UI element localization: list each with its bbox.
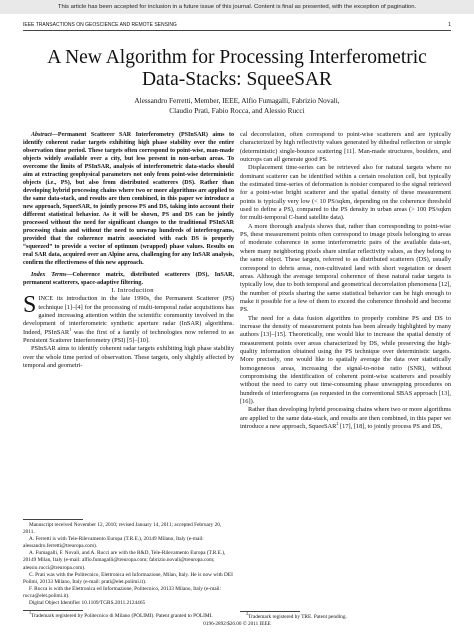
journal-name: IEEE TRANSACTIONS ON GEOSCIENCE AND REMOTE SENSING [23, 22, 177, 28]
author-list [30, 96, 444, 116]
right-paragraph-5 [240, 406, 451, 431]
right-footnote-rule [240, 611, 300, 612]
right-footnote [240, 611, 451, 621]
right-paragraph-4: The need for a data fusion algorithm to properly combine PS and DS to increase the density of measurement points has been already highlighted by many authors [13]–[15]. Theoretically, one would like to increase the spatial density of measurement points over areas characterized by DS, while preserving the high-quality information obtained using the PS technique over deterministic targets. More precisely, one would like to spatially average the data over statistically homogeneous areas, increasing the signal-to-noise ratio (SNR), without compromising the identification of coherent point-wise scatterers and possibly without the need to carry out time-consuming phase unwrapping procedures on hundreds of interferograms (as requested in the conventional SBAS approach [13], [16]). [240, 314, 451, 405]
footnote-tre-authors: A. Fumagalli, F. Novali, and A. Rucci are with the R&D, Tele-Rilevamento Europa (T.R.E.), 20149 Milan, Italy (e-mail: alfio.fumagalli@treuropa.com; fabrizio.novali@treuropa.com; alessio.rucci@treuropa.com). [23, 550, 226, 571]
right-p5-text-b: [17], [18], to jointly process PS and DS, [338, 423, 442, 431]
right-paragraph-3: A more thorough analysis shows that, rather than corresponding to point-wise PS, these measurement points often correspond to image pixels belonging to areas of moderate coherence in some interferometric pairs of the available data-set, where many neighboring pixels share similar reflectivity values, as they belong to the same object. These targets, referred to as distributed scatterers (DS), usually correspond to debris areas, non-cultivated land with short vegetation or desert areas. Although the average temporal coherence of these natural radar targets is typically low, due to both temporal and geometrical decorrelation phenomena [12], the number of pixels sharing the same statistical behavior can be high enough to make it possible for a few of them to exceed the coherence threshold and become PS. [240, 222, 451, 314]
footnote-manuscript: Manuscript received November 12, 2010; revised January 14, 2011; accepted February 20, 2011. [23, 522, 222, 536]
right-paragraph-2: Displacement time-series can be retrieved also for natural targets where no dominant scatterer can be identified within a certain resolution cell, but typically the estimated time-series of deformation is noisier compared to the signal retrieved for a point-wise bright scatterer and the spatial density of these measurement points is typically very low (< 10 PS/sqkm, depending on the coherence threshold used to define a PS), compared to the PS density in urban areas (> 100 PS/sqkm for multi-temporal C-band satellite data). [240, 164, 451, 222]
left-footnotes [23, 519, 234, 620]
footnote-trademark-right-marker: 2 [246, 611, 249, 617]
index-terms-lead: Index Terms [31, 272, 67, 278]
right-column [240, 131, 451, 620]
intro-paragraph-2: PSInSAR aims to identify coherent radar targets exhibiting high phase stability over the whole time period of observation. These targets, only slightly affected by temporal and geometri- [23, 345, 234, 370]
drop-cap: S [23, 292, 37, 319]
title-line-2: Data-Stacks: SqueeSAR [141, 69, 333, 90]
paper-title [20, 47, 454, 91]
footnote-rocca: F. Rocca is with the Elettronica ed Informazione, Politecnico, 20133 Milano, Italy (e-mail: rocca@elet.polimi.it). [23, 585, 221, 599]
running-head [23, 21, 451, 31]
footnote-trademark-left-marker: 1 [29, 610, 32, 616]
footnote-trademark-left-text: Trademark registered by Politecnico di Milano (POLIMI). Patent granted to POLIMI. [31, 613, 213, 620]
authors-line-1: Alessandro Ferretti, Member, IEEE, Alfio Fumagalli, Fabrizio Novali, [134, 96, 340, 105]
section-heading-introduction: I. Introduction [111, 287, 154, 294]
footnote-prati: C. Prati was with the Politecnico, Elettronica ed Informazione, Milan, Italy. He is now with DEI Polimi, 20133 Milano, Italy (e-mail: prati@elet.polimi.it). [23, 571, 233, 585]
footnote-trademark-right-text: Trademark registered by TRE. Patent pending. [248, 614, 347, 620]
abstract [23, 131, 234, 267]
right-p5-text-a: Rather than developing hybrid processing chains where two or more algorithms are applied to the same data-stack, and results are then combined, in this paper we introduce a new approach, SqueeSAR [240, 406, 451, 431]
footnote-rule [23, 519, 83, 520]
abstract-text: —Permanent Scatterer SAR Interferometry (PSInSAR) aims to identify coherent radar targets exhibiting high phase stability over the entire observation time period. These targets often correspond to point-wise, man-made objects widely available over a city, but less present in non-urban areas. To overcome the limits of PSInSAR, analysis of interferometric data-stacks should aim at extracting geophysical parameters not only from point-wise deterministic objects (i.e., PS), but also from distributed scatterers (DS). Rather than developing hybrid processing chains where two or more algorithms are applied to the same data-stack, and results are then combined, in this paper we introduce a new approach, SqueeSAR, to jointly process PS and DS, taking into account their different statistical behavior. As it will be shown, PS and DS can be jointly processed without the need for significant changes to the traditional PSInSAR processing chain and without the need to unwrap hundreds of interferograms, provided that the coherence matrix associated with each DS is properly “squeezed” to provide a vector of optimum (wrapped) phase values. Results on real SAR data, acquired over an Alpine area, challenging for any InSAR analysis, confirm the effectiveness of this new approach. [23, 132, 234, 266]
footnote-rule-2 [23, 610, 83, 611]
abstract-lead: Abstract [31, 132, 52, 138]
footnote-ferretti: A. Ferretti is with Tele-Rilevamento Europa (T.R.E.), 20149 Milano, Italy (e-mail: alessandro.ferretti@treuropa.com). [23, 536, 204, 550]
index-terms [23, 271, 234, 287]
title-line-1: A New Algorithm for Processing Interferometric [47, 47, 427, 68]
footnote-marker-1: 1 [69, 326, 72, 332]
intro-paragraph-1 [23, 292, 234, 345]
copyright-line: 0196-2892/$26.00 © 2011 IEEE [203, 621, 271, 627]
right-paragraph-1: cal decorrelation, often correspond to point-wise scatterers and are typically characterized by high reflectivity values generated by dihedral reflection or simple (deterministic) single-bounce scattering [11]. Man-made structures, boulders, and outcrops can all generate good PS. [240, 131, 451, 164]
page-number: 1 [448, 22, 451, 28]
intro-text-b: was the first of a family of technologies now referred to as Persistent Scatterer Interferometry (PSI) [5]–[10]. [23, 328, 234, 345]
footnote-marker-2: 2 [336, 420, 339, 426]
footnote-doi: Digital Object Identifier 10.1109/TGRS.2011.2124465 [29, 600, 146, 607]
footnote-trademark-tre [240, 611, 451, 621]
index-terms-text: —Coherence matrix, distributed scatterers (DS), InSAR, permanent scatterers, space-adaptive filtering. [23, 272, 234, 286]
intro-text-a: INCE its introduction in the late 1990s, the Permanent Scatterer (PS) technique [1]–[4] for the processing of multi-temporal radar acquisitions has gained increasing attention within the scientific community involved in the development of interferometric synthetic aperture radar (InSAR) algorithms. Indeed, PSInSAR [23, 295, 234, 336]
footnote-trademark-polimi [23, 610, 234, 620]
acceptance-notice: This article has been accepted for inclusion in a future issue of this journal. Content is final as presented, with the exception of pagination. [0, 0, 474, 14]
authors-line-2: Claudio Prati, Fabio Rocca, and Alessio Rucci [169, 106, 305, 115]
